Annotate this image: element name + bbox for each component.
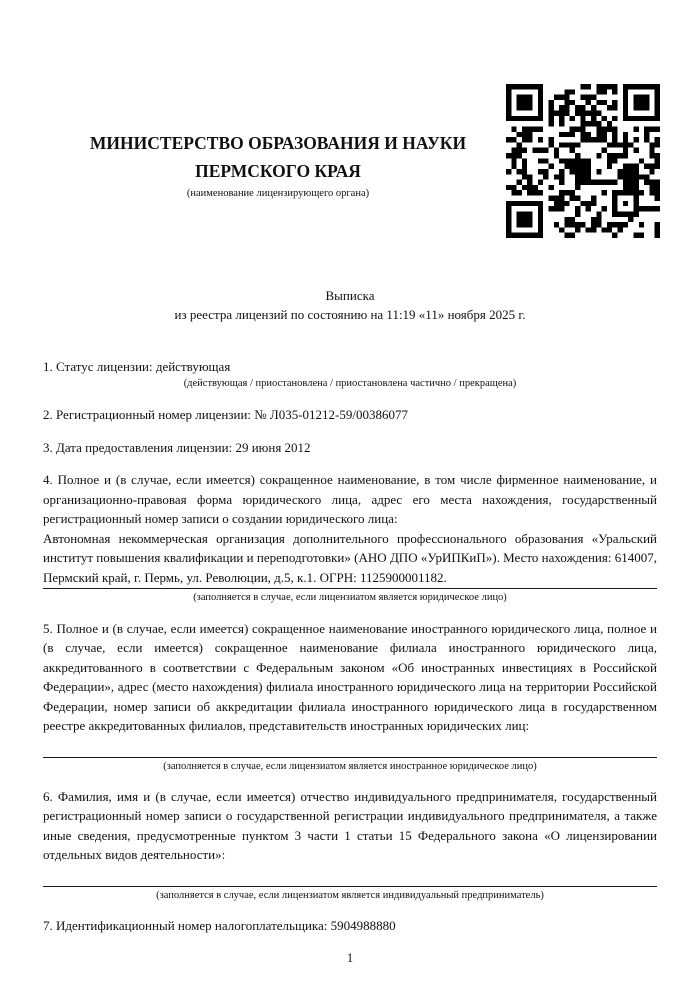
legal-entity-caption: (заполняется в случае, если лицензиатом является юридическое лицо) bbox=[193, 592, 507, 604]
foreign-entity-underline bbox=[43, 757, 657, 758]
foreign-entity-label: 5. Полное и (в случае, если имеется) сокращенное наименование иностранного юридического лица, полное и (в случае, если имеется) сокращенное наименование филиала иностранного юридического лица, аккредитованного в соответствии с Федеральным законом «Об иностранных инвестициях в Российской Федерации», адрес (место нахождения) филиала иностранного юридического лица на территории Российской Федерации, номер записи об аккредитации филиала иностранного юридического лица в государственном реестре аккредитованных филиалов, представительств иностранных юридических лиц: bbox=[43, 620, 657, 734]
grant-date-text: 3. Дата предоставления лицензии: 29 июня 2012 bbox=[43, 439, 311, 455]
registration-number-text: 2. Регистрационный номер лицензии: № Л035-01212-59/00386077 bbox=[43, 406, 409, 422]
item-license-status bbox=[43, 357, 657, 392]
item-grant-date bbox=[43, 438, 657, 458]
document-title: Выписка bbox=[325, 287, 375, 303]
item-taxpayer-number bbox=[43, 916, 657, 936]
item-legal-entity bbox=[43, 470, 657, 605]
ministry-name-line2: ПЕРМСКОГО КРАЯ bbox=[195, 161, 361, 181]
foreign-entity-value bbox=[43, 736, 657, 756]
qr-code-icon bbox=[506, 84, 660, 238]
item-individual-entrepreneur bbox=[43, 787, 657, 903]
license-status-options-caption: (действующая / приостановлена / приостановлена частично / прекращена) bbox=[183, 378, 517, 390]
individual-value bbox=[43, 865, 657, 885]
ministry-name-line1: МИНИСТЕРСТВО ОБРАЗОВАНИЯ И НАУКИ bbox=[89, 133, 467, 153]
taxpayer-number-text: 7. Идентификационный номер налогоплательщика: 5904988880 bbox=[43, 918, 396, 934]
individual-underline bbox=[43, 886, 657, 887]
individual-caption: (заполняется в случае, если лицензиатом является индивидуальный предприниматель) bbox=[156, 889, 544, 901]
page-number: 1 bbox=[346, 950, 354, 965]
foreign-entity-caption: (заполняется в случае, если лицензиатом является иностранное юридическое лицо) bbox=[163, 760, 537, 772]
document-body bbox=[43, 357, 657, 936]
legal-entity-value: Автономная некоммерческая организация дополнительного профессионального образования «Уральский институт повышения квалификации и переподготовки» (АНО ДПО «УрИПКиП»). Место нахождения: 614007, Пермский край, г. Пермь, ул. Революции, д.5, к.1. ОГРН: 1125900001182. bbox=[43, 530, 657, 585]
legal-entity-label: 4. Полное и (в случае, если имеется) сокращенное наименование, в том числе фирменное наименование, и организационно-правовая форма юридического лица, адрес его места нахождения, государственный регистрационный номер записи о создании юридического лица: bbox=[43, 472, 657, 527]
document-subtitle: из реестра лицензий по состоянию на 11:19 «11» ноября 2025 г. bbox=[174, 307, 526, 323]
item-registration-number bbox=[43, 405, 657, 425]
individual-label: 6. Фамилия, имя и (в случае, если имеется) отчество индивидуального предпринимателя, государственный регистрационный номер записи о государственной регистрации индивидуального предпринимателя, а также иные сведения, предусмотренные пунктом 3 части 1 статьи 15 Федерального закона «О лицензировании отдельных видов деятельности»: bbox=[43, 788, 657, 863]
licensing-authority-name bbox=[43, 129, 513, 185]
legal-entity-underline bbox=[43, 588, 657, 589]
item-foreign-entity bbox=[43, 619, 657, 774]
ministry-caption: (наименование лицензирующего органа) bbox=[186, 188, 370, 199]
license-status-text: 1. Статус лицензии: действующая bbox=[43, 358, 231, 374]
